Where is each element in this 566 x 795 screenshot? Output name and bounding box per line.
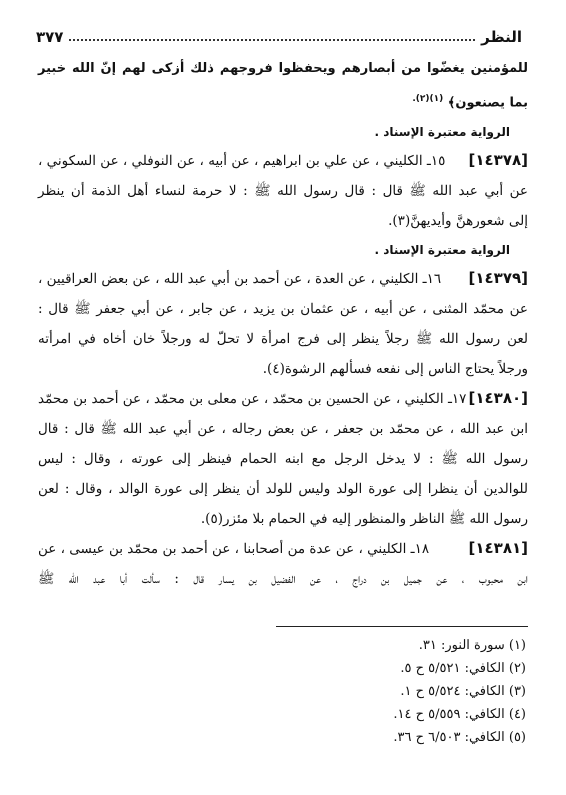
- hadith-line: عن أبي عبد الله ﷺ قال : قال رسول الله ﷺ : لا حرمة لنساء أهل الذمة أن ينظر: [38, 183, 528, 200]
- hadith-line: لعن رسول الله ﷺ رجلاً ينظر إلى فرج امرأة لا تحلّ له ورجلاً خان أخاه في امرأته: [38, 331, 528, 348]
- hadith-number: [١٤٣٨٠]: [468, 389, 528, 408]
- hadith-head: [38, 264, 528, 294]
- verse-line-1: للمؤمنين يغضّوا من أبصارهم ويحفظوا فروجهم ذلك أزكى لهم إنّ الله خبير بما: [38, 61, 528, 111]
- hadith-number: [١٤٣٨١]: [468, 539, 528, 558]
- verse-line-2: يصنعون﴾: [447, 95, 505, 111]
- footnote: (٤) الكافي: ٥/٥٥٩ ح ١٤.: [393, 707, 526, 722]
- hadith-line: ابن عبد الله ، عن محمّد بن جعفر ، عن بعض رجاله ، عن أبي عبد الله ﷺ قال : قال: [38, 421, 528, 438]
- hadith-line: عن محمّد المثنى ، عن أبيه ، عن عثمان بن يزيد ، عن جابر ، عن أبي جعفر ﷺ قال :: [38, 301, 528, 318]
- status-text: الرواية معتبرة الإسناد .: [374, 125, 510, 140]
- quran-verse: [38, 54, 528, 118]
- page-number: ٣٧٧: [36, 28, 64, 46]
- hadith-head: [38, 384, 528, 414]
- footnote: (١) سورة النور: ٣١.: [418, 638, 526, 653]
- hadith-line: للوالدين أن ينظرا إلى عورة الولد وليس للولد أن ينظر إلى عورة الوالد ، وقال : لعن: [38, 481, 528, 498]
- hadith-head: [38, 146, 528, 176]
- hadith-first-line: ١٦ـ الكليني ، عن العدة ، عن أحمد بن أبي عبد الله ، عن بعض العراقيين ،: [38, 271, 442, 288]
- footnote: (٢) الكافي: ٥/٥٢١ ح ٥.: [400, 661, 526, 676]
- footnote: (٥) الكافي: ٦/٥٠٣ ح ٣٦.: [393, 730, 526, 745]
- status-text: الرواية معتبرة الإسناد .: [374, 243, 510, 258]
- hadith-first-line: ١٥ـ الكليني ، عن علي بن ابراهيم ، عن أبيه ، عن النوفلي ، عن السكوني ،: [38, 153, 446, 170]
- footnote-separator: [276, 626, 528, 627]
- hadith-entry: [38, 384, 528, 534]
- hadith-line: إلى شعورهنَّ وأيديهنَّ(٣).: [388, 213, 528, 230]
- hadith-line: ابن محبوب ، عن جميل بن دراج ، عن الفضيل بن يسار قال : سألت أبا عبد الله ﷺ: [38, 571, 528, 588]
- footnote: (٣) الكافي: ٥/٥٢٤ ح ١.: [400, 684, 526, 699]
- hadith-head: [38, 534, 528, 564]
- hadith-number: [١٤٣٧٨]: [468, 151, 528, 170]
- hadith-line: رسول الله ﷺ الناظر والمنظور إليه في الحمام بلا مئزر(٥).: [200, 511, 528, 528]
- hadith-entry: [38, 534, 528, 594]
- verse-footnote-refs: (١)(٢).: [412, 94, 444, 104]
- hadith-entry: [38, 146, 528, 236]
- hadith-line: ورجلاً يحتاج الناس إلى نفعه فسألهم الرشوة(٤).: [262, 361, 528, 378]
- header-dot-leader: [69, 39, 475, 41]
- page-body: [38, 54, 528, 594]
- running-header: [36, 22, 522, 46]
- hadith-entry: [38, 264, 528, 384]
- hadith-first-line: ١٧ـ الكليني ، عن الحسين بن محمّد ، عن معلى بن محمّد ، عن أحمد بن محمّد: [38, 391, 467, 408]
- footnotes: [226, 634, 526, 749]
- hadith-number: [١٤٣٧٩]: [468, 269, 528, 288]
- header-title: النظر: [481, 28, 522, 46]
- hadith-line: رسول الله ﷺ : لا يدخل الرجل مع ابنه الحمام فينظر إلى عورته ، وقال : ليس: [38, 451, 528, 468]
- hadith-first-line: ١٨ـ الكليني ، عن عدة من أصحابنا ، عن أحمد بن محمّد بن عيسى ، عن: [38, 541, 430, 558]
